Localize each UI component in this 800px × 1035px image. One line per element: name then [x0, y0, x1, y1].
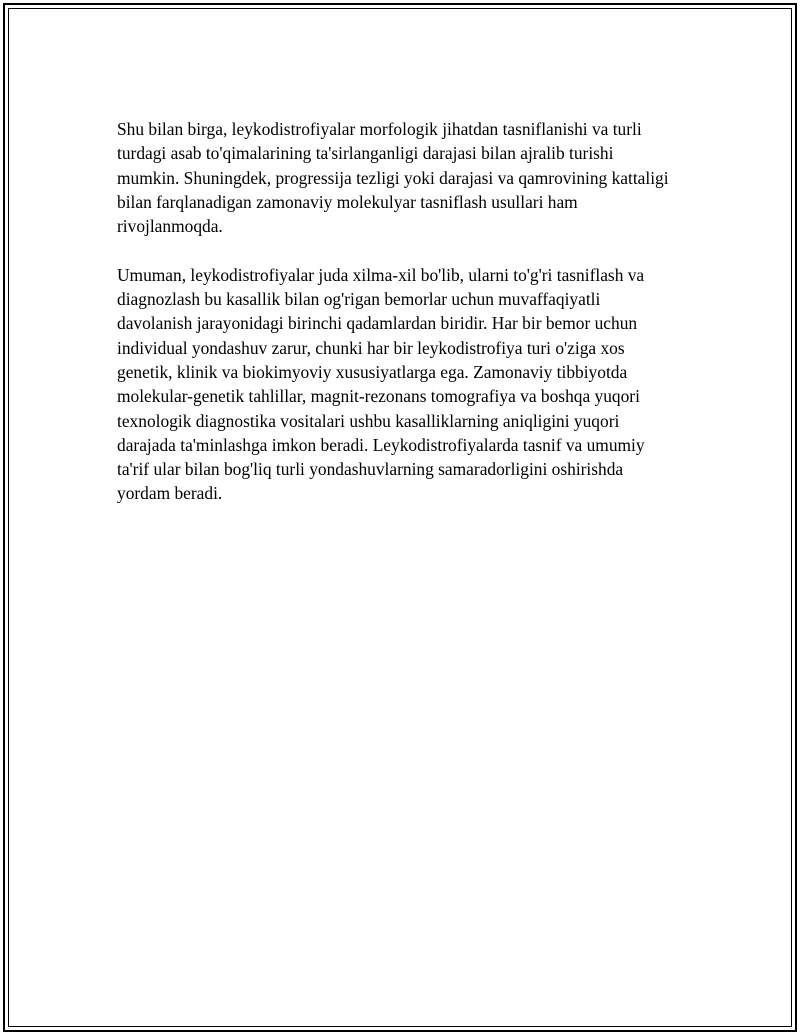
document-body [117, 117, 677, 530]
document-page [3, 3, 797, 1032]
paragraph-1: Shu bilan birga, leykodistrofiyalar morfologik jihatdan tasniflanishi va turli turdagi asab to'qimalarining ta'sirlanganligi darajasi bilan ajralib turishi mumkin. Shuningdek, progressija tezligi yoki darajasi va qamrovining kattaligi bilan farqlanadigan zamonaviy molekulyar tasniflash usullari ham rivojlanmoqda. [117, 119, 669, 237]
paragraph-2: Umuman, leykodistrofiyalar juda xilma-xil bo'lib, ularni to'g'ri tasniflash va diagnozlash bu kasallik bilan og'rigan bemorlar uchun muvaffaqiyatli davolanish jarayonidagi birinchi qadamlardan biridir. Har bir bemor uchun individual yondashuv zarur, chunki har bir leykodistrofiya turi o'ziga xos genetik, klinik va biokimyoviy xususiyatlarga ega. Zamonaviy tibbiyotda molekular-genetik tahlillar, magnit-rezonans tomografiya va boshqa yuqori texnologik diagnostika vositalari ushbu kasalliklarning aniqligini yuqori darajada ta'minlashga imkon beradi. Leykodistrofiyalarda tasnif va umumiy ta'rif ular bilan bog'liq turli yondashuvlarning samaradorligini oshirishda yordam beradi. [117, 264, 645, 504]
